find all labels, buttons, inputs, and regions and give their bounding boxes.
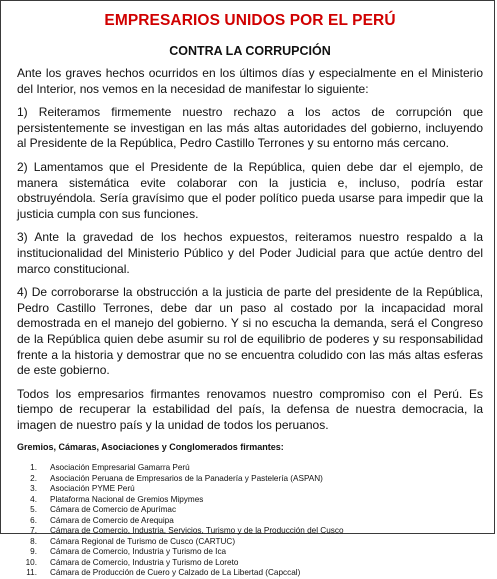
signatory-number: 3.	[30, 484, 37, 494]
signatory-number: 4.	[30, 494, 37, 504]
signatory-name: Asociación Empresarial Gamarra Perú	[50, 463, 190, 473]
signatory-name: Plataforma Nacional de Gremios Mipymes	[50, 494, 204, 504]
point-2-paragraph: 2) Lamentamos que el Presidente de la República, quien debe dar el ejemplo, de manera sistemática evite colaborar con la justicia e, incluso, podría estar obstruyéndola. Sería gravísimo que el poder político pueda usarse para impedir que la justicia cumpla con sus funciones.	[17, 159, 483, 221]
signatory-number: 10.	[25, 557, 37, 567]
signatory-item	[17, 547, 483, 558]
signatory-name: Cámara de Comercio, Industria y Turismo de Ica	[50, 547, 227, 557]
document-title: EMPRESARIOS UNIDOS POR EL PERÚ	[104, 12, 396, 29]
signatory-number: 1.	[30, 463, 37, 473]
signatory-item	[17, 516, 483, 527]
signatory-item	[17, 474, 483, 485]
signatory-number: 2.	[30, 473, 37, 483]
signatory-name: Cámara de Producción de Cuero y Calzado de La Libertad (Capccal)	[50, 568, 301, 578]
signatory-item	[17, 495, 483, 506]
point-3-paragraph: 3) Ante la gravedad de los hechos expuestos, reiteramos nuestro respaldo a la institucionalidad del Ministerio Público y del Poder Judicial para que actúe dentro del marco constitucional.	[17, 230, 483, 276]
signatory-number: 5.	[30, 505, 37, 515]
closing-paragraph: Todos los empresarios firmantes renovamos nuestro compromiso con el Perú. Es tiempo de recuperar la estabilidad del país, la defensa de nuestra democracia, la imagen de nuestro país y la unidad de todos los peruanos.	[17, 386, 483, 432]
signatory-item	[17, 484, 483, 495]
signatory-item	[17, 505, 483, 516]
signatory-number: 9.	[30, 547, 37, 557]
signatory-name: Cámara de Comercio, Industria, Servicios, Turismo y de la Producción del Cusco	[50, 526, 344, 536]
signatory-name: Cámara Regional de Turismo de Cusco (CARTUC)	[50, 536, 236, 546]
signatory-number: 11.	[26, 568, 37, 578]
point-4-paragraph: 4) De corroborarse la obstrucción a la justicia de parte del presidente de la República, Pedro Castillo Terrones, debe dar un paso al costado por la incapacidad moral demostrada en el manejo del gobierno. Y si no escucha la demanda, será el Congreso de la República quien debe asumir su rol de equilibrio de poderes y su responsabilidad frente a la historia y demostrar que no se encuentra coludido con las más altas esferas de este gobierno.	[17, 285, 483, 378]
document-page	[17, 9, 483, 579]
signatory-name: Cámara de Comercio, Industria y Turismo de Loreto	[50, 557, 239, 567]
signatory-item	[17, 568, 483, 579]
signatory-name: Asociación Peruana de Empresarios de la Panadería y Pastelería (ASPAN)	[50, 473, 323, 483]
signatory-item	[17, 526, 483, 537]
intro-paragraph: Ante los graves hechos ocurridos en los últimos días y especialmente en el Ministerio del Interior, nos vemos en la necesidad de manifestar lo siguiente:	[17, 66, 483, 96]
signatory-item	[17, 463, 483, 474]
document-subtitle: CONTRA LA CORRUPCIÓN	[169, 44, 331, 58]
signatory-name: Cámara de Comercio de Apurímac	[50, 505, 177, 515]
signatories-list	[17, 463, 483, 579]
signatories-heading: Gremios, Cámaras, Asociaciones y Conglomerados firmantes:	[17, 442, 284, 453]
signatory-number: 7.	[30, 526, 37, 536]
signatory-item	[17, 558, 483, 569]
point-1-paragraph: 1) Reiteramos firmemente nuestro rechazo a los actos de corrupción que persistentemente se investigan en las más altas autoridades del gobierno, incluyendo al Presidente de la República, Pedro Castillo Terrones y su entorno más cercano.	[17, 105, 483, 151]
signatory-name: Asociación PYME Perú	[50, 484, 135, 494]
signatory-item	[17, 537, 483, 548]
signatory-number: 6.	[30, 515, 37, 525]
signatory-name: Cámara de Comercio de Arequipa	[50, 515, 174, 525]
signatory-number: 8.	[30, 536, 37, 546]
